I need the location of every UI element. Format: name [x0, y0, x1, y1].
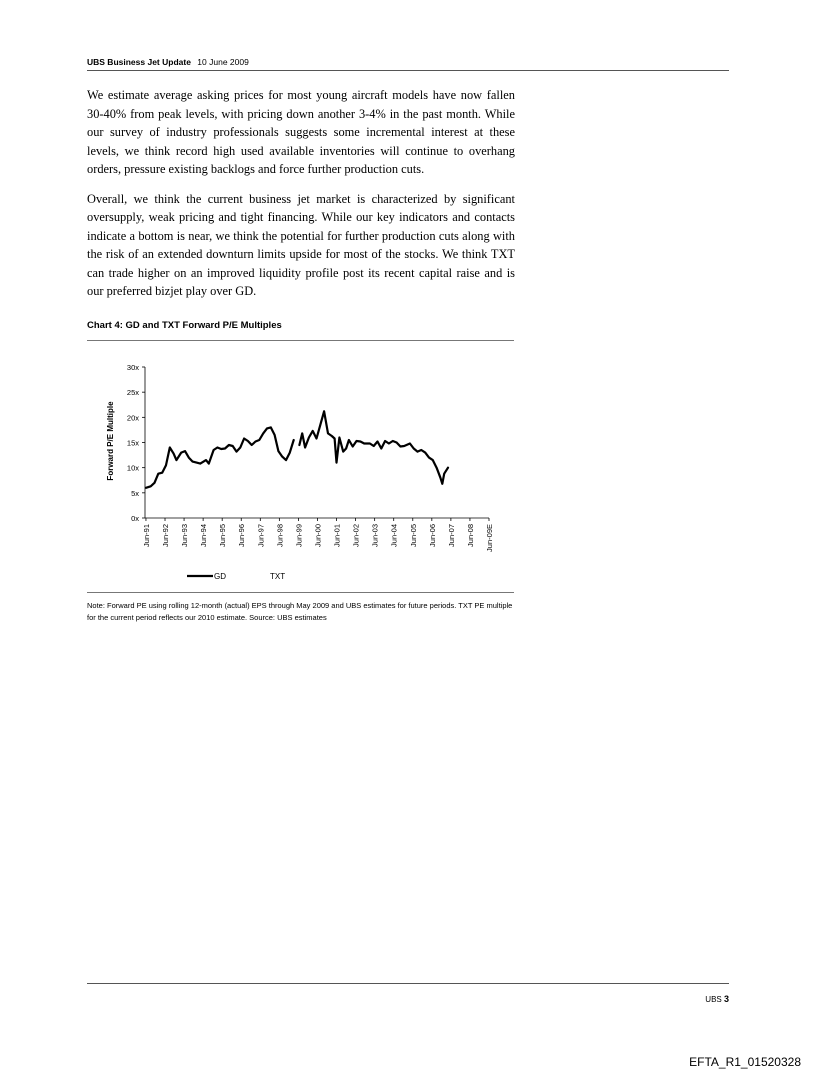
paragraph: We estimate average asking prices for most young aircraft models have now fallen 30-40% from peak levels, with pricing down another 3-4% in the past month. While our survey of industry professionals suggests some incremental interest at these levels, we think record high used available inventories will continue to overhang orders, pressure existing backlogs and force further production cuts. — [87, 88, 515, 176]
y-axis-label: Forward P/E Multiple — [106, 401, 115, 481]
paragraph: Overall, we think the current business jet market is characterized by significant oversupply, weak pricing and tight financing. While our key indicators and contacts indicate a bottom is near, we think the potential for further production cuts along with the risk of an extended downturn limits upside for most of the stocks. We think TXT can trade higher on an improved liquidity profile post its recent capital raise and is our preferred bizjet play over GD. — [87, 191, 515, 298]
x-tick-label: Jun-95 — [218, 524, 228, 547]
x-tick-label: Jun-01 — [332, 524, 342, 547]
page-footer — [705, 994, 729, 1004]
x-tick-label: Jun-96 — [237, 524, 247, 547]
y-tick-label: 15x — [126, 438, 139, 448]
y-tick-label: 20x — [126, 413, 139, 423]
x-tick-label: Jun-93 — [180, 524, 190, 547]
x-tick-label: Jun-05 — [408, 524, 418, 547]
x-tick-label: Jun-08 — [465, 524, 475, 547]
chart-note: Note: Forward PE using rolling 12-month (actual) EPS through May 2009 and UBS estimates for future periods. TXT PE multiple for the current period reflects our 2010 estimate. Source: UBS estimates — [87, 601, 513, 622]
publication-title: UBS Business Jet Update — [87, 57, 191, 67]
x-tick-label: Jun-98 — [275, 524, 285, 547]
x-tick-label: Jun-07 — [446, 524, 456, 547]
x-tick-label: Jun-03 — [370, 524, 380, 547]
y-tick-label: 10x — [126, 463, 139, 473]
x-tick-label: Jun-04 — [389, 524, 399, 547]
x-axis — [142, 518, 494, 552]
series-lines — [146, 411, 448, 488]
x-tick-label: Jun-06 — [427, 524, 437, 547]
page-header — [87, 57, 729, 71]
x-tick-label: Jun-94 — [199, 524, 209, 547]
legend-txt-label: TXT — [270, 572, 286, 581]
chart-bottom-rule — [87, 592, 514, 593]
x-tick-label: Jun-09E — [485, 524, 494, 552]
series-line-gd — [146, 427, 294, 487]
x-tick-label: Jun-02 — [351, 524, 361, 547]
footer-rule — [87, 983, 729, 984]
x-tick-label: Jun-92 — [161, 524, 171, 547]
y-tick-label: 30x — [126, 363, 139, 372]
series-line-txt — [299, 411, 448, 484]
chart-top-rule — [87, 340, 514, 341]
footer-brand: UBS — [705, 995, 722, 1004]
x-tick-label: Jun-97 — [256, 524, 266, 547]
document-id: EFTA_R1_01520328 — [689, 1055, 801, 1069]
x-tick-label: Jun-99 — [294, 524, 304, 547]
x-tick-label: Jun-00 — [313, 524, 323, 547]
chart-title: Chart 4: GD and TXT Forward P/E Multiples — [87, 320, 282, 331]
page-number: 3 — [723, 994, 729, 1004]
publication-date: 10 June 2009 — [197, 57, 249, 67]
y-tick-label: 0x — [131, 514, 139, 523]
legend-gd-label: GD — [214, 572, 226, 581]
legend — [187, 572, 285, 581]
pe-multiple-chart — [87, 345, 517, 593]
y-axis — [127, 363, 145, 523]
x-tick-label: Jun-91 — [141, 524, 151, 547]
y-tick-label: 5x — [131, 488, 139, 498]
body-text — [87, 86, 515, 312]
y-tick-label: 25x — [126, 388, 139, 398]
